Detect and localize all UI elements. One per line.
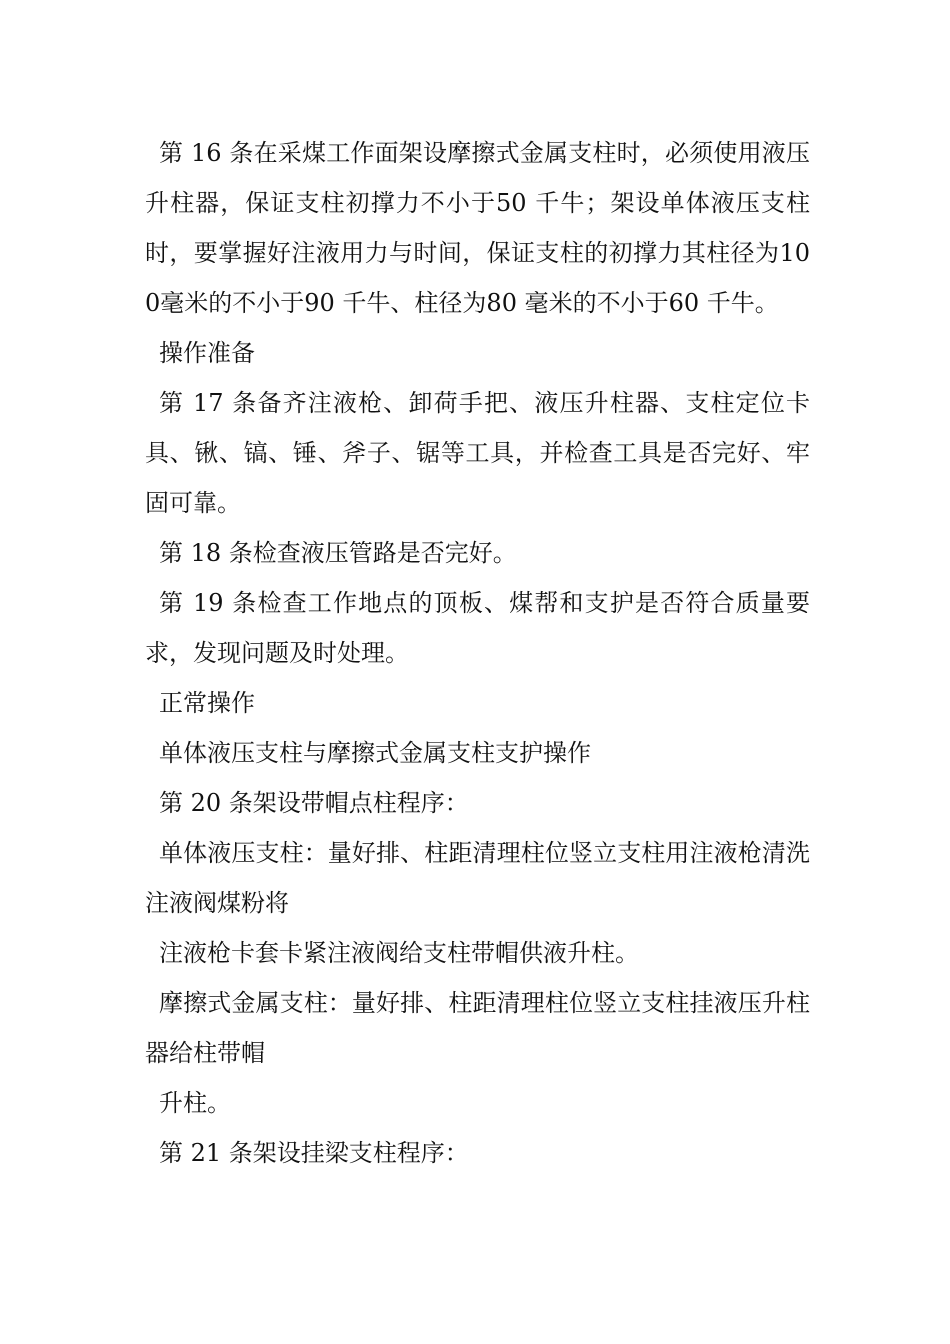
paragraph-friction-prop-steps-cont: 升柱。 [159,1089,231,1117]
paragraph-article-20: 第 20 条架设带帽点柱程序： [159,789,469,817]
paragraph-hydraulic-prop-steps: 单体液压支柱：量好排、柱距清理柱位竖立支柱用注液枪清洗注液阀煤粉将 [145,839,810,917]
section-heading-preparation: 操作准备 [159,339,255,367]
paragraph-article-21: 第 21 条架设挂梁支柱程序： [159,1139,469,1167]
paragraph-article-19: 第 19 条检查工作地点的顶板、煤帮和支护是否符合质量要求，发现问题及时处理。 [145,589,810,667]
section-heading-normal-operation: 正常操作 [159,689,255,717]
paragraph-friction-prop-steps: 摩擦式金属支柱：量好排、柱距清理柱位竖立支柱挂液压升柱器给柱带帽 [145,989,810,1067]
subsection-heading-support-operation: 单体液压支柱与摩擦式金属支柱支护操作 [159,739,591,767]
paragraph-article-18: 第 18 条检查液压管路是否完好。 [159,539,517,567]
document-page [145,128,810,1178]
paragraph-article-17: 第 17 条备齐注液枪、卸荷手把、液压升柱器、支柱定位卡具、锹、镐、锤、斧子、锯等工具，并检查工具是否完好、牢固可靠。 [145,389,810,517]
paragraph-hydraulic-prop-steps-cont: 注液枪卡套卡紧注液阀给支柱带帽供液升柱。 [159,939,639,967]
paragraph-article-16: 第 16 条在采煤工作面架设摩擦式金属支柱时，必须使用液压升柱器，保证支柱初撑力不小于50 千牛；架设单体液压支柱时，要掌握好注液用力与时间，保证支柱的初撑力其柱径为100毫米的不小于90 千牛、柱径为80 毫米的不小于60 千牛。 [145,139,810,317]
